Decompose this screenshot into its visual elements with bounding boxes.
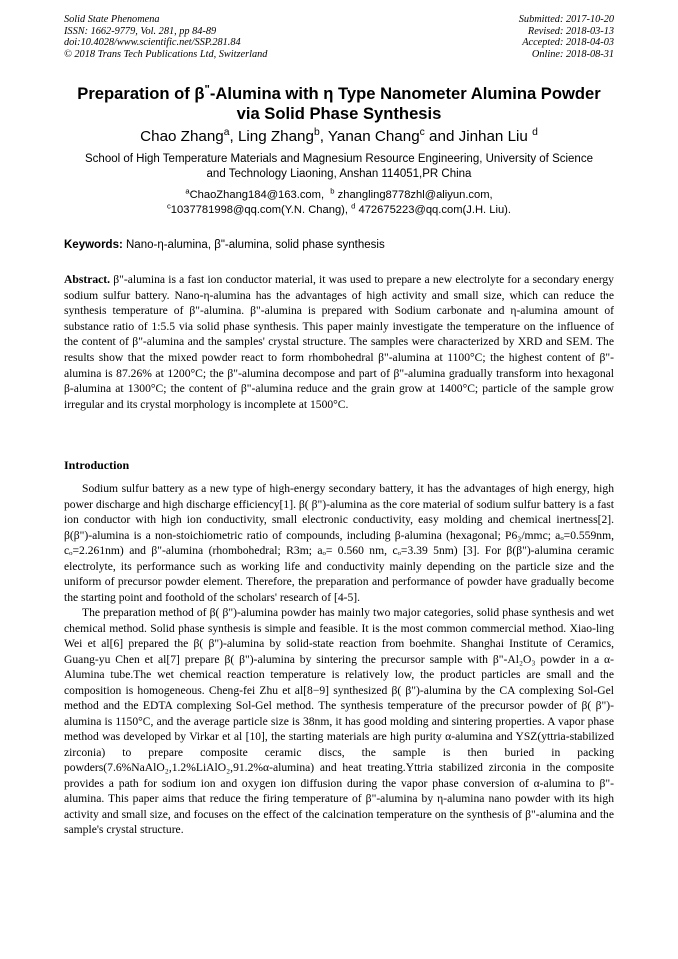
section-heading-introduction: Introduction <box>64 458 130 472</box>
abstract-label: Abstract. <box>64 273 111 286</box>
email-link[interactable]: 1037781998@qq.com(Y.N. Chang), <box>170 204 349 216</box>
keywords <box>64 238 614 253</box>
email-line <box>56 188 622 203</box>
email-mark: c <box>166 201 171 211</box>
affiliation-line: School of High Temperature Materials and Magnesium Resource Engineering, University of Science <box>85 153 593 165</box>
date-accepted: Accepted: 2018-04-03 <box>522 37 614 48</box>
author-mark: d <box>532 126 538 138</box>
author-list: Chao Zhang$^a$, Ling Zhang$^b$, Yanan Chang$^c$ and Jinhan Liu $^d$ <box>140 126 538 145</box>
email-link[interactable]: ChaoZhang184@163.com, <box>189 189 325 201</box>
journal-header-right <box>519 14 614 60</box>
author-mark: a <box>223 126 230 138</box>
title-line-2: via Solid Phase Synthesis <box>236 103 442 123</box>
abstract-text: β"-alumina is a fast ion conductor material, it was used to prepare a new electrolyte for a secondary energy sodium sulfur battery. Nano-η-alumina has the advantages of high activity and small size, which can reduce the synthesis temperature of β"-alumina. β"-alumina is prepared with Sodium carbonate and η-alumina amount of substance ratio of 1:5.5 via solid phase synthesis. This paper mainly investigate the temperature on the influence of the content of β"-alumina and the samples' crystal structure. The samples were characterized by XRD and SEM. The results show that the mixed powder react to form rhombohedral β"-alumina at 1100°C; the highest content of β"-alumina is 87.26% at 1200°C; the β"-alumina decompose and part of β"-alumina gradually transform into hexagonal β-alumina at 1300°C; the content of β"-alumina reduce and the grain grow at 1400°C; particle of the sample grow irregular and its crystal morphology is incomplete at 1500°C. <box>64 273 614 411</box>
email-line <box>56 203 622 218</box>
affiliation <box>56 152 622 182</box>
email-mark: b <box>330 186 335 196</box>
author-name: Jinhan Liu <box>458 128 528 145</box>
affiliation-line: and Technology Liaoning, Anshan 114051,PR China <box>206 168 472 180</box>
author-mark: c <box>419 126 425 138</box>
author-name: Yanan Chang <box>327 128 420 145</box>
author-mark: b <box>313 126 320 138</box>
date-revised: Revised: 2018-03-13 <box>527 25 614 37</box>
email-mark: d <box>351 201 356 211</box>
author-name: Chao Zhang <box>140 128 224 145</box>
abstract <box>64 272 614 412</box>
paper-title <box>40 84 638 123</box>
journal-name: Solid State Phenomena <box>64 14 160 25</box>
date-submitted: Submitted: 2017-10-20 <box>518 14 614 25</box>
journal-header-left <box>64 14 267 60</box>
journal-doi[interactable]: doi:10.4028/www.scientific.net/SSP.281.84 <box>64 37 241 48</box>
email-mark: a <box>185 186 190 196</box>
keywords-label: Keywords: <box>64 239 123 251</box>
email-link[interactable]: 472675223@qq.com(J.H. Liu). <box>358 204 511 216</box>
introduction-body <box>64 481 614 838</box>
author-emails <box>56 188 622 218</box>
journal-copyright: © 2018 Trans Tech Publications Ltd, Switzerland <box>64 48 268 60</box>
email-link[interactable]: zhangling8778zhl@aliyun.com, <box>337 189 493 201</box>
body-paragraph: The preparation method of β( β")-alumina powder has mainly two major categories, solid phase synthesis and wet chemical method. Solid phase synthesis is simple and feasible. It is the most common commercial method. Xiao-ling Wei et al[6] prepared the β( β")-alumina by solid-state reaction from boehmite. Shanghai Institute of Ceramics, Guang-yu Chen et al[7] prepare β( β")-alumina by sintering the precursor sample with β"-Al₂O₃ powder in a α-Alumina tube.The wet chemical reaction temperature is relatively low, the product particles are small and the composition is homogeneous. Cheng-fei Zhu et al[8−9] synthesized β( β")-alumina by the CA complexing Sol-Gel method and the EDTA complexing Sol-Gel method. The synthesis temperature of the precursor powder of β( β")-alumina is 1150°C, and the average particle size is 38nm, it has good molding and sintering properties. A vapor phase method was developed by Virkar et al [10], the starting materials are high purity α-alumina and YSZ(yttria-stabilized zirconia) to prepare composite ceramic discs, the sample is then buried in packing powders(7.6%NaAlO₂,1.2%LiAlO₂,91.2%α-alumina) and heat treating.Yttria stabilized zirconia in the composite provides a path for sodium ion and oxygen ion diffusion during the vapor phase conversion of α-alumina to β"-alumina. This paper aims that reduce the firing temperature of β"-alumina by η-alumina nano powder with its high activity and small size, and focuses on the effect of the calcination temperature on the synthesis of β"-alumina and the sample's crystal structure. <box>64 606 614 836</box>
author-name: Ling Zhang <box>237 128 314 145</box>
keywords-text: Nano-η-alumina, β"-alumina, solid phase synthesis <box>126 239 385 251</box>
date-online: Online: 2018-08-31 <box>531 48 614 60</box>
title-line-1: Preparation of β"-Alumina with η Type Nanometer Alumina Powder <box>77 83 601 103</box>
body-paragraph: Sodium sulfur battery as a new type of high-energy secondary battery, it has the advantages of high energy, high power discharge and high discharge efficiency[1]. β( β")-alumina as the core material of sodium sulfur battery is a fast ion conductor with high ion conductivity, small electronic conductivity, easy molding and chemical inertness[2]. β(β")-alumina is a non-stoichiometric ratio of compounds, including β-alumina (hexagonal; P6₃/mmc; aₒ=0.559nm, cₒ=2.261nm) and β"-alumina (rhombohedral; R3m; aₒ= 0.560 nm, cₒ=3.39 5nm) [3]. For β(β")-alumina ceramic electrolyte, its performance such as working life and conductivity mainly depending on the particle size and the uniform of precursor powder element. Therefore, the preparation and performance of powder have gradually become the starting point and foothold of the scholars' research of [4-5]. <box>64 482 614 604</box>
journal-issn: ISSN: 1662-9779, Vol. 281, pp 84-89 <box>64 25 217 37</box>
